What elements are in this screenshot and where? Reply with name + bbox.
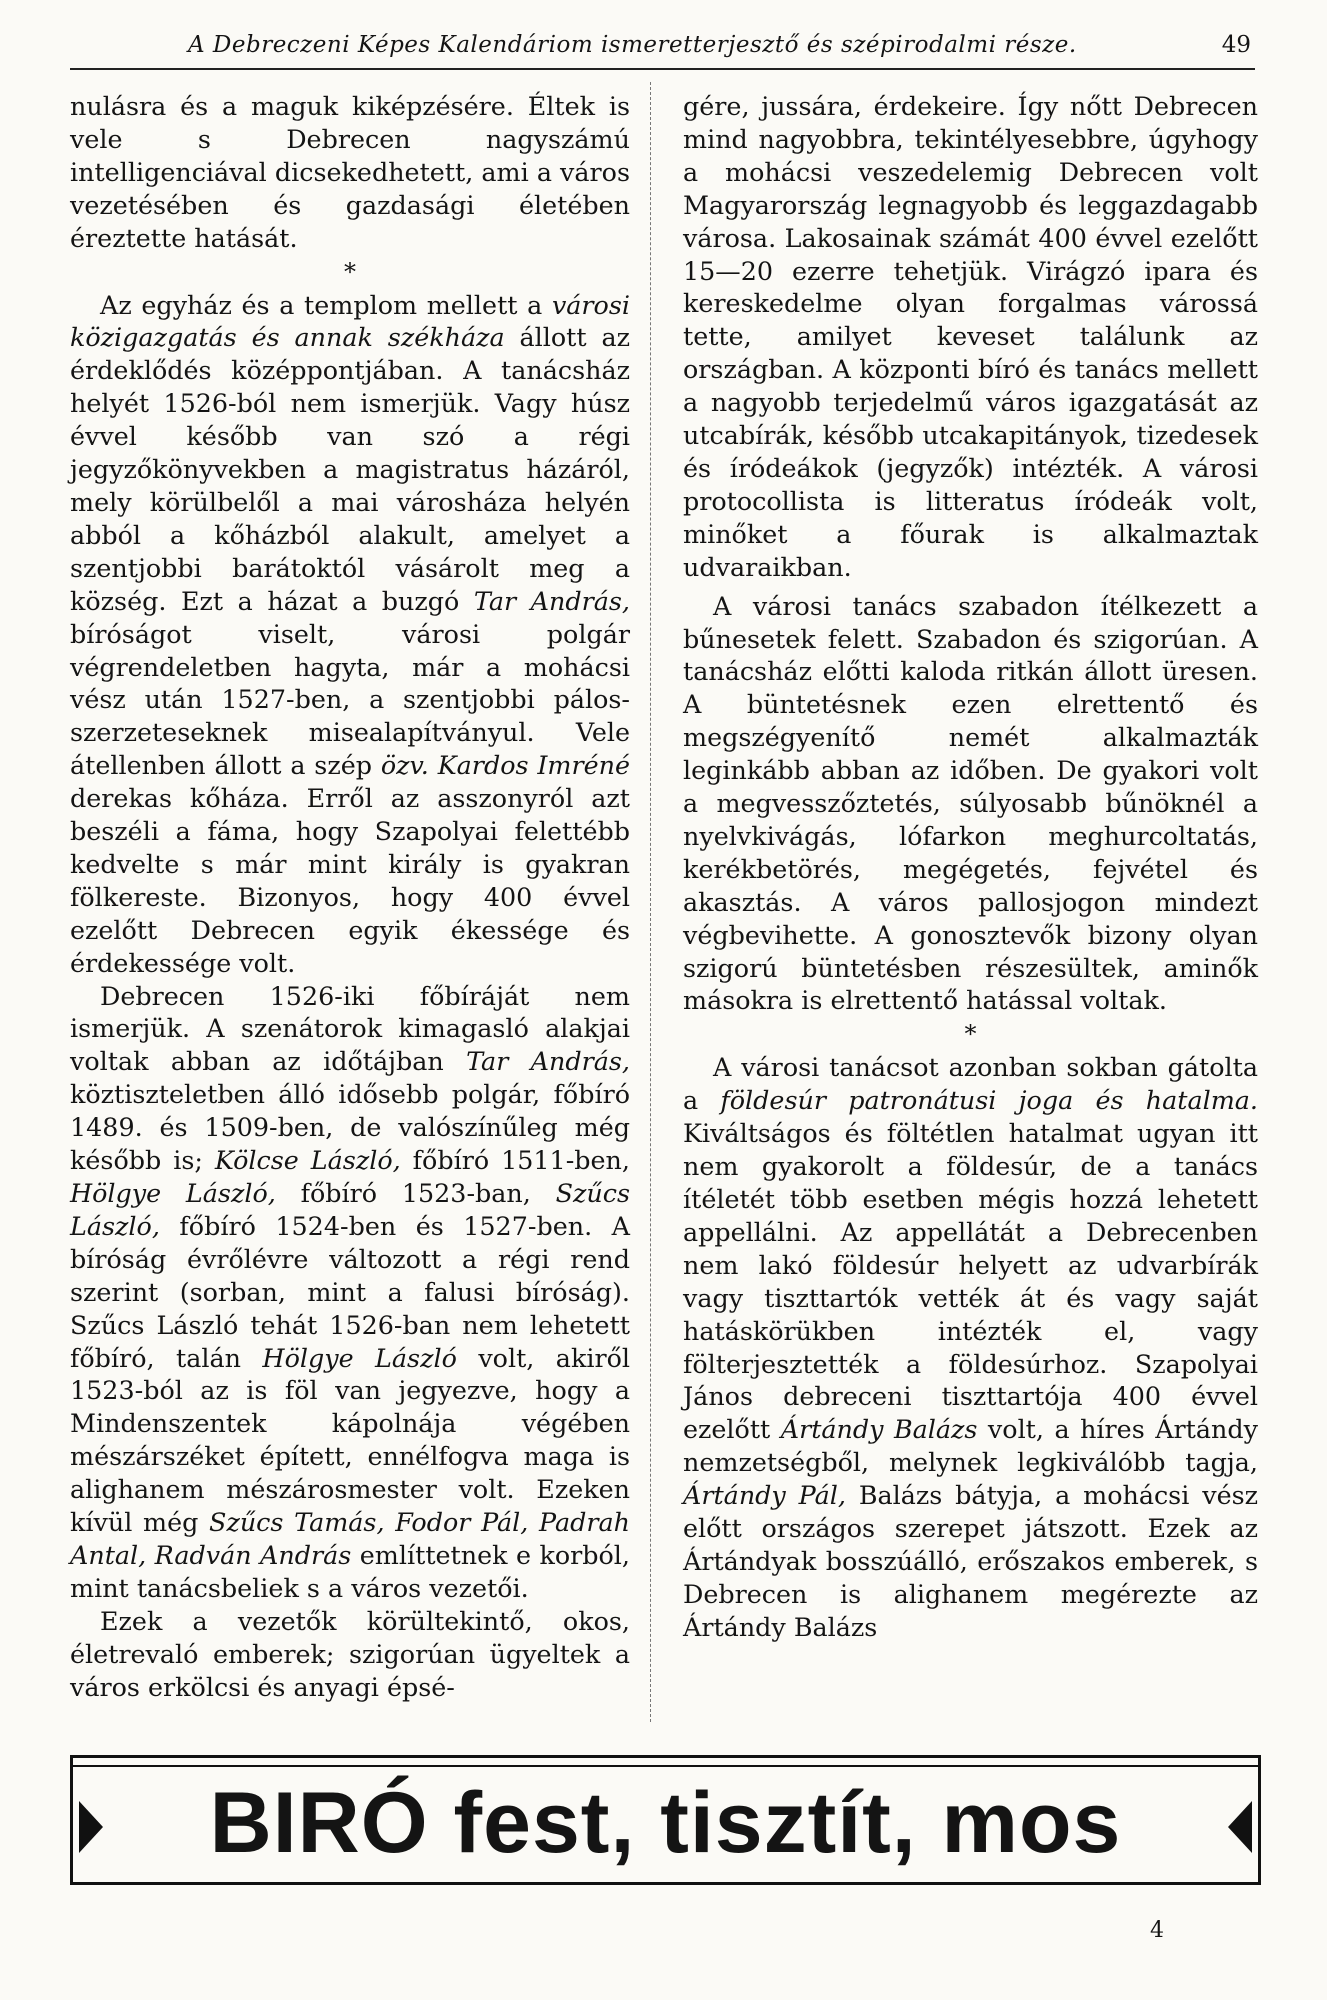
page-number: 49 [1221,32,1251,58]
paragraph: A városi tanácsot azonban sokban gátolta a földesúr patronátusi joga és hatalma. Kiváltságos és föltétlen hatalmat ugyan itt nem gyakorolt a földesúr, de a tanács ítéletét több esetben mégis hozzá lehetett appellálni. Az appellátát a Debrecenben nem lakó földesúr helyett az udvarbírák vagy tiszttartók vették át és vagy saját hatáskörükben intézték el, vagy fölterjesztették a földesúrhoz. Szapolyai János debreceni tiszttartója 400 évvel ezelőtt Ártándy Balázs volt, a híres Ártándy nemzetségből, melynek legkiválóbb tagja, Ártándy Pál, Balázs bátyja, a mohácsi vész előtt országos szerepet játszott. Ezek az Ártándyak bosszúálló, erőszakos emberek, s Debrecen is alighanem megérezte az Ártándy Balázs [683,1052,1259,1642]
running-title: A Debreczeni Képes Kalendáriom ismeretterjesztő és szépirodalmi része. [188,32,1077,58]
section-separator: * [964,1020,977,1049]
paragraph: Az egyház és a templom mellett a városi közigazgatás és annak székháza állott az érdeklődés középpontjában. A tanácsház helyét 1526-ból nem ismerjük. Vagy húsz évvel később van szó a régi jegyzőkönyvekben a magistratus házáról, mely körülbelől a mai városháza helyén abból a kőházból alakult, amelyet a szentjobbi barátoktól vásárolt meg a község. Ezt a házat a buzgó Tar András, bíróságot viselt, városi polgár végrendeletben hagyta, már a mohácsi vész után 1527-ben, a szentjobbi pálos-szerzeteseknek misealapítványul. Vele átellenben állott a szép özv. Kardos Imréné derekas kőháza. Erről az asszonyról azt beszéli a fáma, hogy Szapolyai felettébb kedvelte s már mint király is gyakran fölkereste. Bizonyos, hogy 400 évvel ezelőtt Debrecen egyik ékessége és érdekessége volt. [70,289,630,978]
paragraph: gére, jussára, érdekeire. Így nőtt Debrecen mind nagyobbra, tekintélyesebbre, úgyhogy a mohácsi veszedelemig Debrecen volt Magyarország legnagyobb és leggazdagabb városa. Lakosainak számát 400 évvel ezelőtt 15—20 ezerre tehetjük. Virágzó ipara és kereskedelme olyan forgalmas várossá tette, amilyet keveset találunk az országban. A központi bíró és tanács mellett a nagyobb terjedelmű város igazgatását az utcabírák, később utcakapitányok, tizedesek és íródeákok (jegyzők) intézték. A városi protocollista is litteratus íródeák volt, minőket a főurak is alkalmaztak udvaraikban. [683,91,1258,582]
right-column [683,90,1258,1644]
paragraph: Ezek a vezetők körültekintő, okos, életrevaló emberek; szigorúan ügyeltek a város erkölcsi és anyagi épsé- [70,1605,630,1702]
section-separator: * [344,257,356,286]
paragraph: Debrecen 1526-iki főbíráját nem ismerjük. A szenátorok kimagasló alakjai voltak abban az időtájban Tar András, köztiszteletben álló idősebb polgár, főbíró 1489. és 1509-ben, de valószínűleg még később is; Kölcse László, főbíró 1511-ben, Hölgye László, főbíró 1523-ban, Szűcs László, főbíró 1524-ben és 1527-ben. A bíróság évrőlévre változott a régi rend szerint (sorban, mint a falusi bíróság). Szűcs László tehát 1526-ban nem lehetett főbíró, talán Hölgye László volt, akiről 1523-ból az is föl van jegyezve, hogy a Mindenszentek kápolnája végében mészárszéket épített, ennélfogva maga is alighanem mészárosmester volt. Ezeken kívül még Szűcs Tamás, Fodor Pál, Padrah Antal, Radván András említtetnek e korból, mint tanácsbeliek s a város vezetői. [70,980,630,1603]
signature-mark: 4 [1150,1918,1164,1943]
advertisement-text: BIRÓ fest, tisztít, mos [209,1775,1122,1871]
advertisement-inner-rule [73,1765,1258,1882]
arrow-right-icon [79,1801,103,1853]
paragraph: nulásra és a maguk kiképzésére. Éltek is vele s Debrecen nagyszámú intelligenciával dicsekedhetett, ami a város vezetésében és gazdasági életében éreztette hatását. [70,91,630,253]
advertisement-box [70,1755,1261,1885]
paragraph: A városi tanács szabadon ítélkezett a bűnesetek felett. Szabadon és szigorúan. A tanácsház előtti kaloda ritkán állott üresen. A büntetésnek ezen elrettentő és megszégyenítő nemét alkalmazták leginkább abban az időben. De gyakori volt a megvesszőztetés, súlyosabb bűnöknél a nyelvkivágás, lófarkon meghurcoltatás, kerékbetörés, megégetés, fejvétel és akasztás. A város pallosjogon mindezt végbevihette. A gonosztevők bizony olyan szigorú büntetésben részesültek, aminők másokra is elrettentő hatással voltak. [683,590,1258,1016]
page-header [70,28,1255,70]
column-divider [650,82,651,1722]
arrow-left-icon [1228,1801,1252,1853]
left-column [70,90,630,1704]
